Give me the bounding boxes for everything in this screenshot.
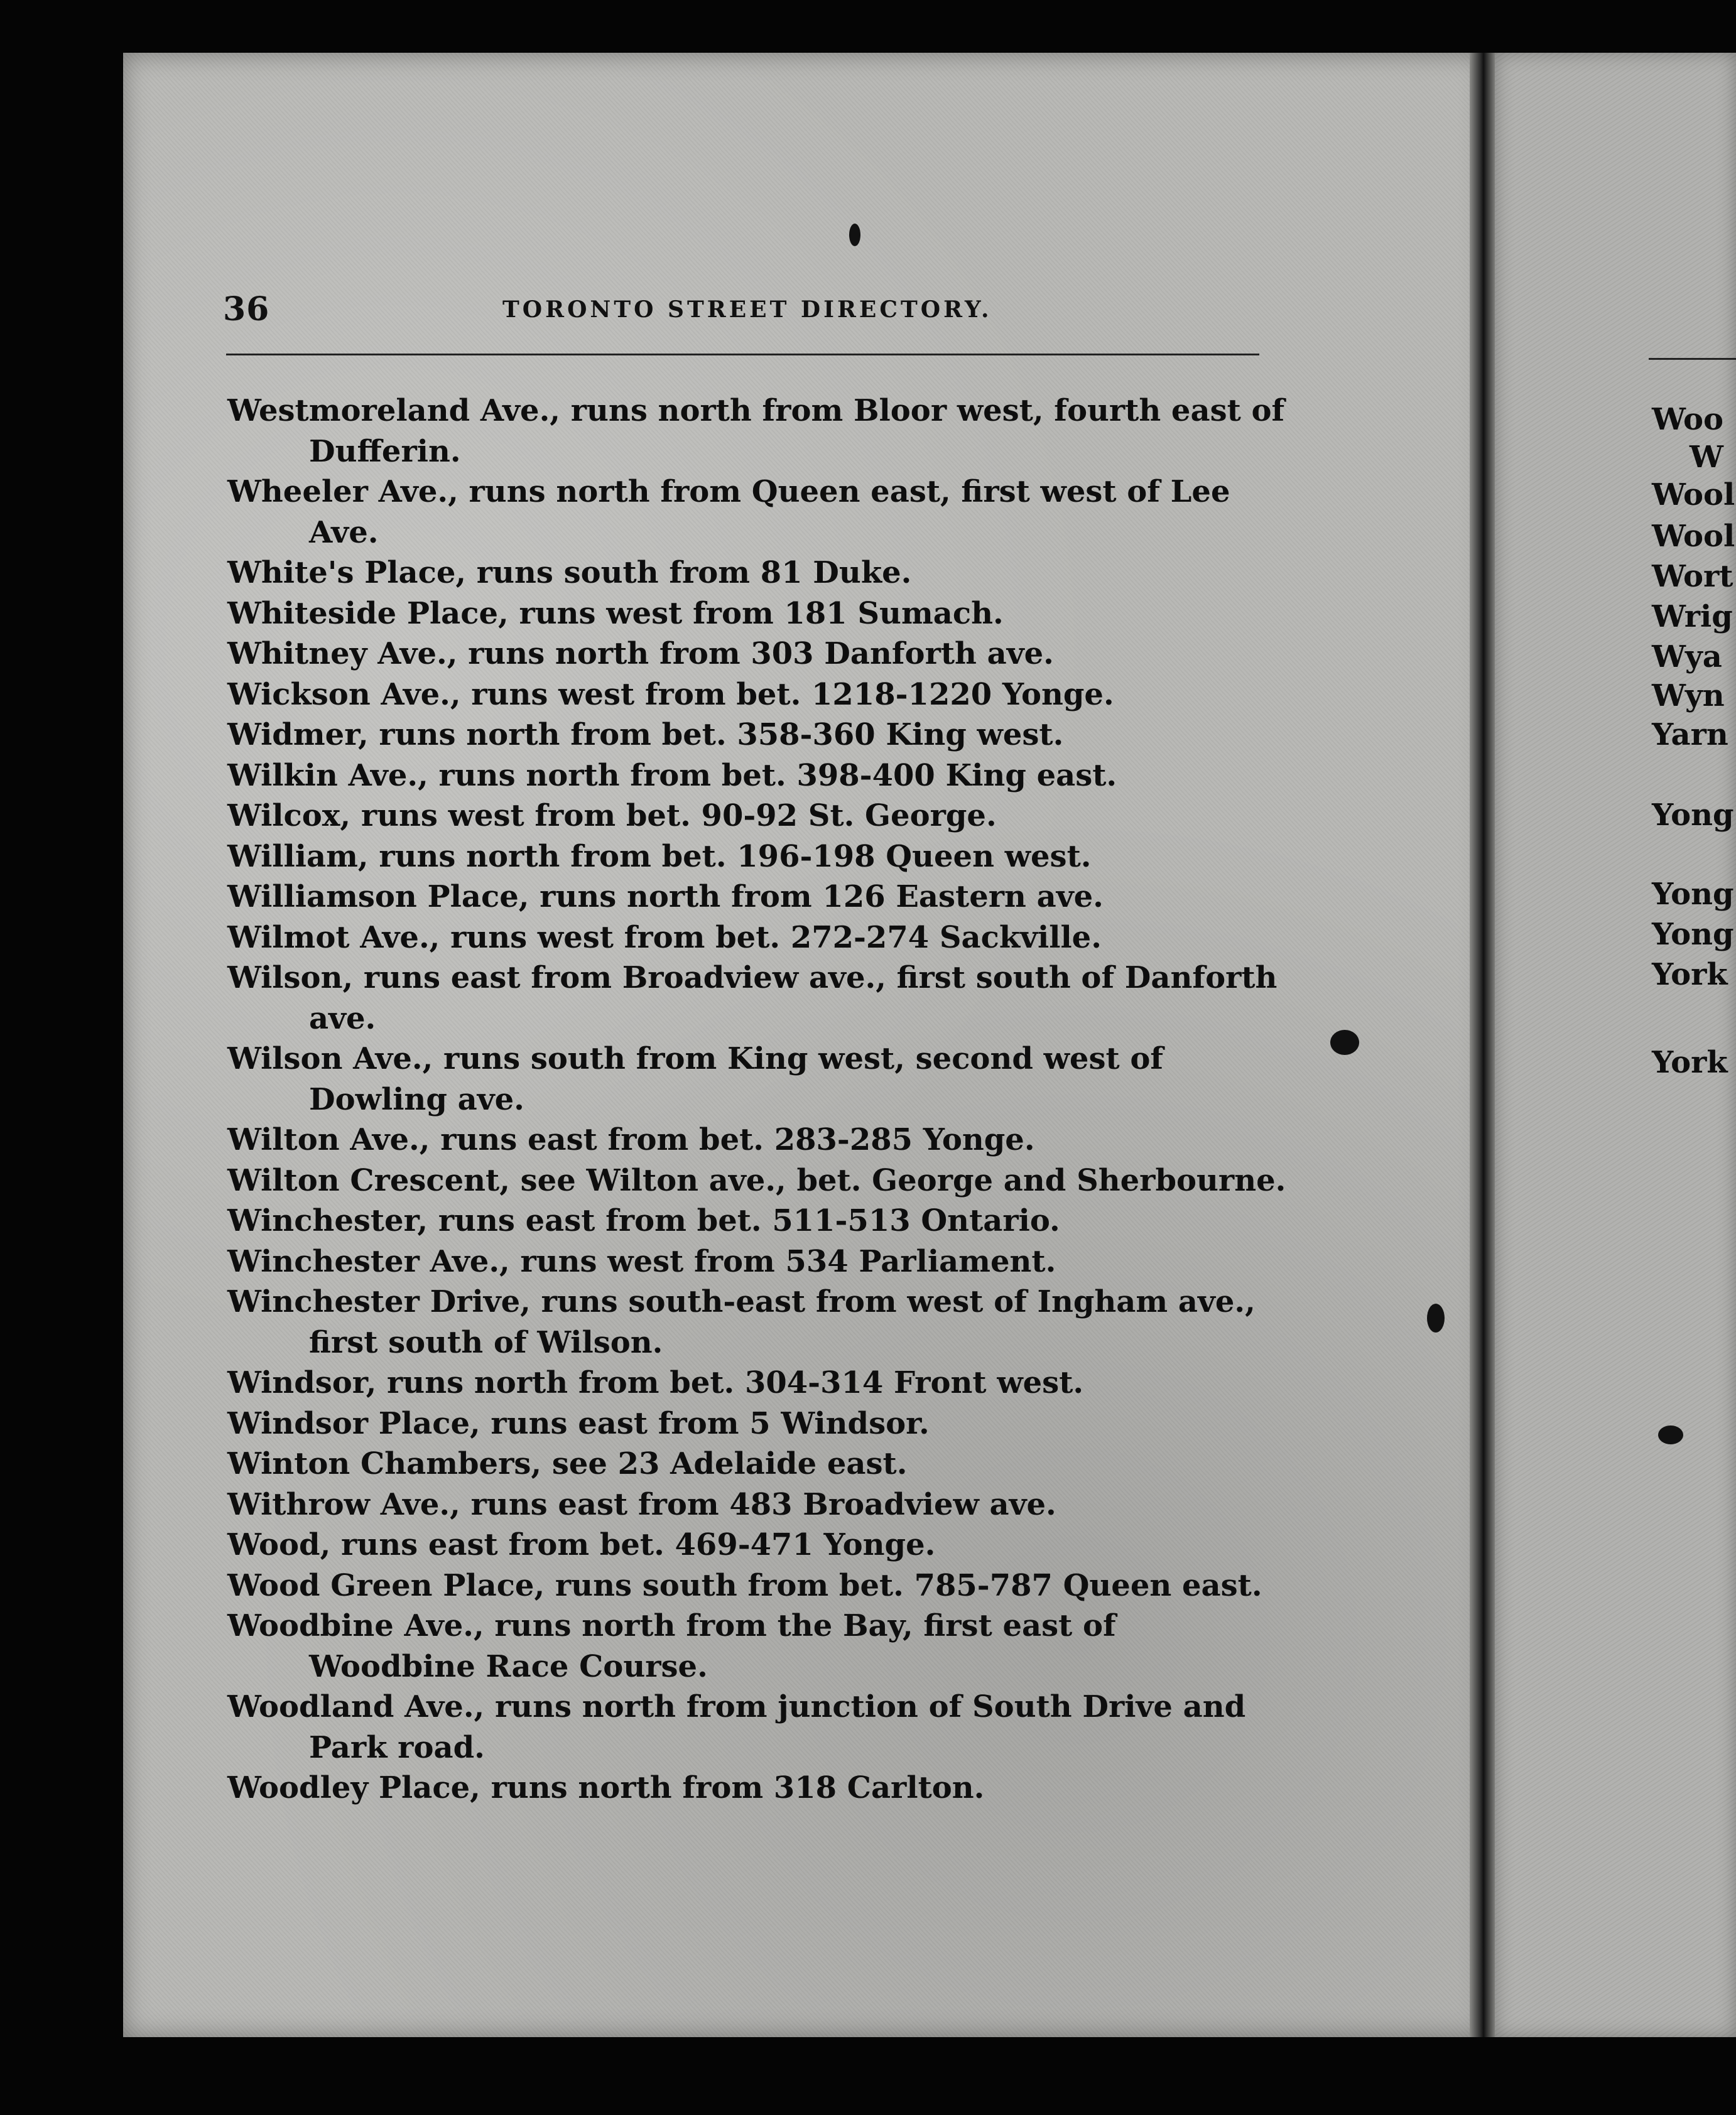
directory-entry: Woodbine Ave., runs north from the Bay, first east of Woodbine Race Course. <box>227 1608 1116 1684</box>
header-rule <box>226 354 1259 355</box>
directory-entry: William, runs north from bet. 196-198 Queen west. <box>227 838 1092 874</box>
directory-entry: Withrow Ave., runs east from 483 Broadview ave. <box>227 1486 1056 1522</box>
directory-entry: Whitney Ave., runs north from 303 Danforth ave. <box>227 636 1054 671</box>
right-page-fragment: Wya <box>1652 639 1722 674</box>
right-page-fragment: Yarn <box>1652 717 1728 752</box>
ink-blot <box>1427 1304 1445 1333</box>
right-page-rule <box>1649 358 1736 360</box>
right-page-fragment: W <box>1690 440 1723 475</box>
ink-blot <box>1330 1030 1359 1055</box>
right-page-fragment: Wrig <box>1652 599 1733 634</box>
directory-entry: Woodland Ave., runs north from junction of South Drive and Park road. <box>227 1689 1246 1765</box>
ink-blot <box>849 224 860 246</box>
directory-entry: Winchester Ave., runs west from 534 Parliament. <box>227 1243 1056 1279</box>
directory-entry: Whiteside Place, runs west from 181 Sumach. <box>227 595 1004 631</box>
directory-entry: Wood, runs east from bet. 469-471 Yonge. <box>227 1527 936 1562</box>
directory-entry: Winchester Drive, runs south-east from west of Ingham ave., first south of Wilson. <box>227 1284 1256 1360</box>
directory-entries <box>227 391 1289 1809</box>
ink-blot <box>1658 1425 1683 1444</box>
right-page-fragment: Yong <box>1652 798 1734 833</box>
directory-entry: Wilson Ave., runs south from King west, second west of Dowling ave. <box>227 1041 1164 1117</box>
right-page-fragment: Yong <box>1652 877 1734 912</box>
directory-entry: Wheeler Ave., runs north from Queen east, first west of Lee Ave. <box>227 474 1230 550</box>
right-page-fragment: Wort <box>1652 559 1733 594</box>
directory-entry: Winchester, runs east from bet. 511-513 Ontario. <box>227 1203 1060 1238</box>
right-page-fragment: York <box>1652 1045 1728 1080</box>
directory-entry: Wilton Ave., runs east from bet. 283-285 Yonge. <box>227 1122 1035 1157</box>
directory-entry: Wood Green Place, runs south from bet. 785-787 Queen east. <box>227 1567 1262 1603</box>
directory-entry: White's Place, runs south from 81 Duke. <box>227 555 912 590</box>
directory-entry: Wilmot Ave., runs west from bet. 272-274 Sackville. <box>227 919 1102 955</box>
running-head <box>223 290 1266 334</box>
right-page-fragment: York <box>1652 957 1728 992</box>
page-number: 36 <box>223 290 270 328</box>
right-page-fragment: Wyn <box>1652 678 1725 713</box>
right-page-fragment: Wool <box>1652 519 1735 554</box>
directory-entry: Wilcox, runs west from bet. 90-92 St. George. <box>227 798 997 833</box>
directory-entry: Wickson Ave., runs west from bet. 1218-1220 Yonge. <box>227 676 1114 712</box>
directory-entry: Winton Chambers, see 23 Adelaide east. <box>227 1446 908 1481</box>
directory-entry: Williamson Place, runs north from 126 Eastern ave. <box>227 879 1104 914</box>
directory-entry: Wilton Crescent, see Wilton ave., bet. George and Sherbourne. <box>227 1162 1286 1198</box>
book-gutter <box>1470 53 1495 2037</box>
directory-entry: Windsor, runs north from bet. 304-314 Front west. <box>227 1365 1084 1400</box>
directory-entry: Westmoreland Ave., runs north from Bloor west, fourth east of Dufferin. <box>227 393 1285 469</box>
directory-entry: Wilson, runs east from Broadview ave., first south of Danforth ave. <box>227 960 1278 1036</box>
directory-entry: Woodley Place, runs north from 318 Carlton. <box>227 1770 985 1805</box>
right-page-fragment: Wool <box>1652 477 1735 512</box>
running-title: TORONTO STREET DIRECTORY. <box>502 296 992 323</box>
directory-entry: Wilkin Ave., runs north from bet. 398-400 King east. <box>227 757 1117 793</box>
right-page-fragment: Yong <box>1652 917 1734 952</box>
right-page-fragment: Woo <box>1652 402 1724 437</box>
directory-entry: Windsor Place, runs east from 5 Windsor. <box>227 1405 930 1441</box>
directory-entry: Widmer, runs north from bet. 358-360 King west. <box>227 717 1064 752</box>
